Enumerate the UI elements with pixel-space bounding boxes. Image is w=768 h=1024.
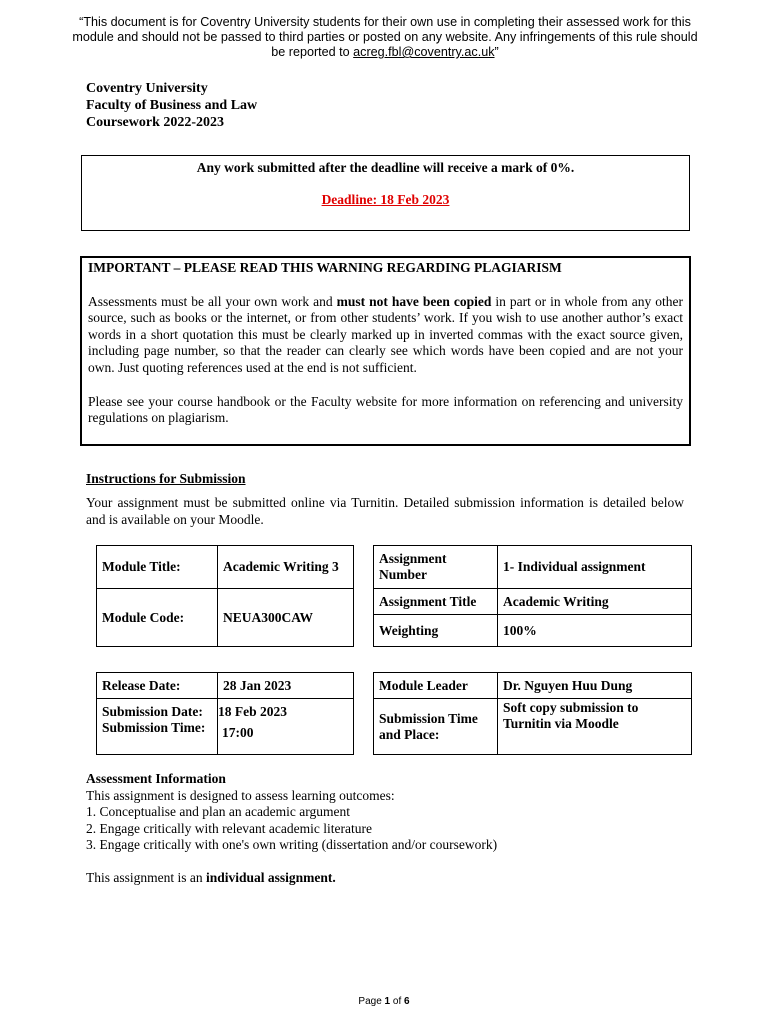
submission-datetime-labels [97,699,218,755]
university-name: Coventry University [86,81,208,96]
module-leader-label: Module Leader [374,673,498,699]
module-table [96,545,354,647]
module-code-value: NEUA300CAW [218,589,354,647]
assessment-intro: This assignment is designed to assess learning outcomes: [86,787,395,803]
leader-table [373,672,692,755]
total-page-count: 6 [404,996,410,1007]
submission-place-value: Soft copy submission to Turnitin via Moodle [498,699,692,755]
module-code-label: Module Code: [97,589,218,647]
deadline-date: Deadline: 18 Feb 2023 [321,192,450,207]
page-footer: Page 1 of 6 [358,996,410,1007]
plagiarism-paragraph-1: Assessments must be all your own work and must not have been copied in part or in whole from any other source, such as books or the internet, or from other students’ work. If you wish to use another author’s exact words in a short quotation this must be clearly marked up in inverted commas with the exact source given, including page number, so that the reader can clearly see which words have been copied and are not your own. Just quoting references used at the end is not sufficient. [88,293,683,375]
instructions-text: Your assignment must be submitted online via Turnitin. Detailed submission information is detailed below and is available on your Moodle. [86,495,684,527]
late-submission-warning: Any work submitted after the deadline will receive a mark of 0%. [196,160,575,175]
must-not-copy-emphasis: must not have been copied [336,293,492,309]
confidentiality-notice [70,15,700,60]
assignment-title-label: Assignment Title [374,589,498,615]
module-title-value: Academic Writing 3 [218,546,354,589]
weighting-label: Weighting [374,615,498,647]
faculty-name: Faculty of Business and Law [86,98,258,113]
learning-outcome: 2. Engage critically with relevant academic literature [86,820,372,836]
assignment-title-value: Academic Writing [498,589,692,615]
plagiarism-warning-box [80,256,691,446]
notice-end: ” [494,45,499,59]
coursework-year: Coursework 2022-2023 [86,115,225,130]
submission-place-label: Submission Time and Place: [374,699,498,755]
plagiarism-paragraph-2: Please see your course handbook or the Faculty website for more information on referencing and university regulations on plagiarism. [88,393,683,426]
submission-time-label: Submission Time: [102,720,206,735]
assignment-number-value: 1- Individual assignment [498,546,692,589]
individual-assignment-note: This assignment is an individual assignment. [86,869,336,885]
submission-date-label: Submission Date: [102,704,203,719]
learning-outcome: 1. Conceptualise and plan an academic argument [86,804,351,820]
notice-text: “This document is for Coventry University students for their own use in completing their assessed work for this module and should not be passed to third parties or posted on any website. Any infringements of this rule should be reported to [72,15,698,59]
submission-date-value: 18 Feb 2023 [218,704,287,719]
weighting-value: 100% [498,615,692,647]
submission-datetime-values [218,699,354,755]
release-date-label: Release Date: [97,673,218,699]
assessment-information [86,771,497,887]
assignment-number-label: Assignment Number [374,546,498,589]
assessment-title: Assessment Information [86,771,226,786]
assignment-table [373,545,692,647]
learning-outcome: 3. Engage critically with one's own writing (dissertation and/or coursework) [86,837,498,853]
module-title-label: Module Title: [97,546,218,589]
report-email-link[interactable]: acreg.fbl@coventry.ac.uk [353,45,495,59]
dates-table [96,672,354,755]
instructions-title: Instructions for Submission [86,471,246,486]
document-header [86,80,257,131]
deadline-box [81,155,690,231]
current-page-number: 1 [384,996,391,1007]
plagiarism-title: IMPORTANT – PLEASE READ THIS WARNING REGARDING PLAGIARISM [88,260,562,275]
module-leader-value: Dr. Nguyen Huu Dung [498,673,692,699]
release-date-value: 28 Jan 2023 [218,673,354,699]
submission-time-value: 17:00 [222,725,254,740]
